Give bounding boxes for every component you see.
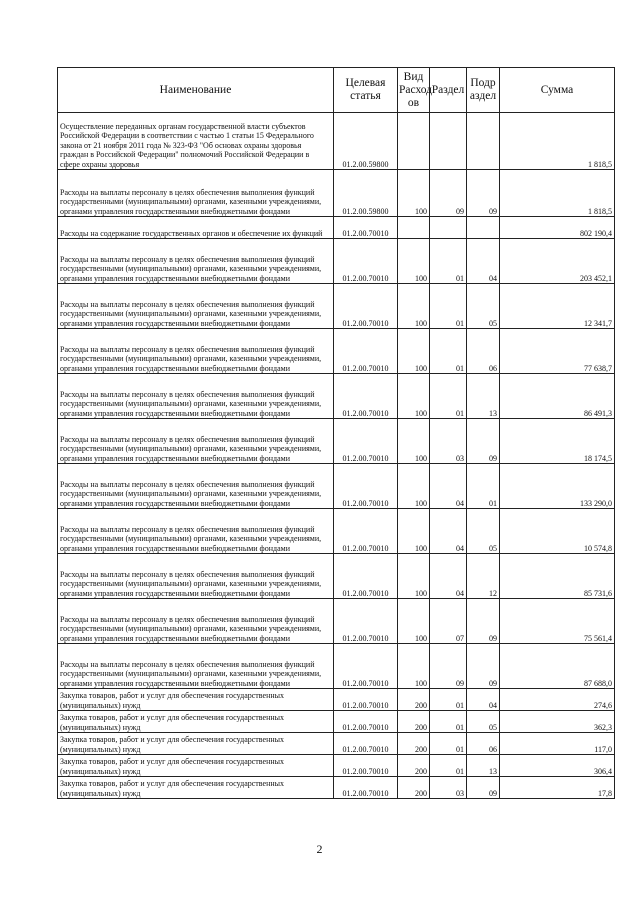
cell-subsection: 12 xyxy=(467,554,500,599)
cell-amount: 1 818,5 xyxy=(500,170,615,217)
cell-name: Расходы на выплаты персоналу в целях обеспечения выполнения функций государственными (муниципальными) органами, казенными учреждениями, органами управления государственными внебюджетными фондами xyxy=(58,329,334,374)
cell-target: 01.2.00.70010 xyxy=(334,509,398,554)
cell-subsection xyxy=(467,217,500,239)
cell-name: Расходы на выплаты персоналу в целях обеспечения выполнения функций государственными (муниципальными) органами, казенными учреждениями, органами управления государственными внебюджетными фондами xyxy=(58,599,334,644)
cell-target: 01.2.00.70010 xyxy=(334,755,398,777)
table-row xyxy=(58,689,615,711)
cell-name: Расходы на выплаты персоналу в целях обеспечения выполнения функций государственными (муниципальными) органами, казенными учреждениями, органами управления государственными внебюджетными фондами xyxy=(58,464,334,509)
cell-name: Расходы на выплаты персоналу в целях обеспечения выполнения функций государственными (муниципальными) органами, казенными учреждениями, органами управления государственными внебюджетными фондами xyxy=(58,509,334,554)
header-type: Вид Расход ов xyxy=(398,68,430,113)
cell-section: 09 xyxy=(430,644,467,689)
cell-name: Расходы на выплаты персоналу в целях обеспечения выполнения функций государственными (муниципальными) органами, казенными учреждениями, органами управления государственными внебюджетными фондами xyxy=(58,554,334,599)
cell-amount: 306,4 xyxy=(500,755,615,777)
cell-type xyxy=(398,113,430,170)
cell-subsection: 04 xyxy=(467,239,500,284)
cell-subsection: 05 xyxy=(467,284,500,329)
cell-name: Расходы на выплаты персоналу в целях обеспечения выполнения функций государственными (муниципальными) органами, казенными учреждениями, органами управления государственными внебюджетными фондами xyxy=(58,284,334,329)
table-row xyxy=(58,217,615,239)
cell-target: 01.2.00.59800 xyxy=(334,113,398,170)
cell-target: 01.2.00.70010 xyxy=(334,689,398,711)
cell-type: 200 xyxy=(398,777,430,799)
cell-name: Расходы на выплаты персоналу в целях обеспечения выполнения функций государственными (муниципальными) органами, казенными учреждениями, органами управления государственными внебюджетными фондами xyxy=(58,374,334,419)
cell-name: Закупка товаров, работ и услуг для обеспечения государственных (муниципальных) нужд xyxy=(58,777,334,799)
header-subsection: Подр аздел xyxy=(467,68,500,113)
cell-target: 01.2.00.70010 xyxy=(334,239,398,284)
table-row xyxy=(58,777,615,799)
cell-subsection: 09 xyxy=(467,419,500,464)
cell-amount: 117,0 xyxy=(500,733,615,755)
cell-amount: 77 638,7 xyxy=(500,329,615,374)
cell-subsection: 09 xyxy=(467,170,500,217)
cell-amount: 86 491,3 xyxy=(500,374,615,419)
header-section: Раздел xyxy=(430,68,467,113)
cell-name: Закупка товаров, работ и услуг для обеспечения государственных (муниципальных) нужд xyxy=(58,733,334,755)
cell-type: 100 xyxy=(398,329,430,374)
cell-target: 01.2.00.70010 xyxy=(334,777,398,799)
cell-section: 04 xyxy=(430,464,467,509)
cell-target: 01.2.00.70010 xyxy=(334,419,398,464)
cell-section: 01 xyxy=(430,329,467,374)
table-row xyxy=(58,329,615,374)
cell-target: 01.2.00.70010 xyxy=(334,733,398,755)
cell-type: 200 xyxy=(398,733,430,755)
table-row xyxy=(58,284,615,329)
cell-target: 01.2.00.70010 xyxy=(334,599,398,644)
cell-type: 100 xyxy=(398,464,430,509)
cell-section xyxy=(430,217,467,239)
cell-amount: 12 341,7 xyxy=(500,284,615,329)
cell-subsection: 05 xyxy=(467,509,500,554)
cell-type: 200 xyxy=(398,689,430,711)
cell-type: 100 xyxy=(398,509,430,554)
cell-amount: 85 731,6 xyxy=(500,554,615,599)
cell-type: 200 xyxy=(398,755,430,777)
table-body xyxy=(58,113,615,799)
table-row xyxy=(58,113,615,170)
cell-target: 01.2.00.70010 xyxy=(334,554,398,599)
header-name: Наименование xyxy=(58,68,334,113)
cell-section: 01 xyxy=(430,374,467,419)
cell-name: Расходы на выплаты персоналу в целях обеспечения выполнения функций государственными (муниципальными) органами, казенными учреждениями, органами управления государственными внебюджетными фондами xyxy=(58,170,334,217)
cell-section: 01 xyxy=(430,711,467,733)
cell-type: 100 xyxy=(398,284,430,329)
cell-subsection: 01 xyxy=(467,464,500,509)
cell-target: 01.2.00.70010 xyxy=(334,644,398,689)
cell-subsection xyxy=(467,113,500,170)
cell-name: Расходы на выплаты персоналу в целях обеспечения выполнения функций государственными (муниципальными) органами, казенными учреждениями, органами управления государственными внебюджетными фондами xyxy=(58,419,334,464)
cell-amount: 87 688,0 xyxy=(500,644,615,689)
cell-target: 01.2.00.70010 xyxy=(334,464,398,509)
cell-section: 01 xyxy=(430,689,467,711)
table-header-row xyxy=(58,68,615,113)
cell-target: 01.2.00.70010 xyxy=(334,217,398,239)
header-amount: Сумма xyxy=(500,68,615,113)
table-row xyxy=(58,464,615,509)
table-row xyxy=(58,419,615,464)
budget-table xyxy=(57,67,615,799)
header-target: Целевая статья xyxy=(334,68,398,113)
cell-section: 01 xyxy=(430,284,467,329)
cell-target: 01.2.00.70010 xyxy=(334,329,398,374)
table-row xyxy=(58,599,615,644)
cell-section xyxy=(430,113,467,170)
cell-name: Расходы на выплаты персоналу в целях обеспечения выполнения функций государственными (муниципальными) органами, казенными учреждениями, органами управления государственными внебюджетными фондами xyxy=(58,239,334,284)
cell-subsection: 09 xyxy=(467,644,500,689)
cell-subsection: 13 xyxy=(467,374,500,419)
table-row xyxy=(58,755,615,777)
cell-name: Закупка товаров, работ и услуг для обеспечения государственных (муниципальных) нужд xyxy=(58,755,334,777)
table-row xyxy=(58,554,615,599)
cell-section: 09 xyxy=(430,170,467,217)
cell-section: 01 xyxy=(430,733,467,755)
cell-amount: 203 452,1 xyxy=(500,239,615,284)
cell-amount: 75 561,4 xyxy=(500,599,615,644)
table-row xyxy=(58,170,615,217)
cell-amount: 362,3 xyxy=(500,711,615,733)
cell-name: Расходы на выплаты персоналу в целях обеспечения выполнения функций государственными (муниципальными) органами, казенными учреждениями, органами управления государственными внебюджетными фондами xyxy=(58,644,334,689)
cell-type: 100 xyxy=(398,170,430,217)
cell-type: 100 xyxy=(398,644,430,689)
cell-amount: 17,8 xyxy=(500,777,615,799)
cell-type: 100 xyxy=(398,599,430,644)
cell-section: 03 xyxy=(430,419,467,464)
cell-amount: 18 174,5 xyxy=(500,419,615,464)
table-row xyxy=(58,239,615,284)
cell-type: 100 xyxy=(398,239,430,284)
table-row xyxy=(58,644,615,689)
cell-section: 03 xyxy=(430,777,467,799)
cell-section: 01 xyxy=(430,755,467,777)
cell-subsection: 06 xyxy=(467,733,500,755)
cell-subsection: 06 xyxy=(467,329,500,374)
cell-type: 100 xyxy=(398,554,430,599)
cell-section: 04 xyxy=(430,554,467,599)
budget-table-container xyxy=(57,67,614,799)
cell-name: Осуществление переданных органам государственной власти субъектов Российской Федерации в соответствии с частью 1 статьи 15 Федерального закона от 21 ноября 2011 года № 323-ФЗ "Об основах охраны здоровья граждан в Российской Федерации" полномочий Российской Федерации в сфере охраны здоровья xyxy=(58,113,334,170)
cell-section: 07 xyxy=(430,599,467,644)
cell-amount: 1 818,5 xyxy=(500,113,615,170)
table-row xyxy=(58,509,615,554)
cell-amount: 10 574,8 xyxy=(500,509,615,554)
cell-amount: 802 190,4 xyxy=(500,217,615,239)
cell-target: 01.2.00.70010 xyxy=(334,284,398,329)
cell-amount: 274,6 xyxy=(500,689,615,711)
cell-type xyxy=(398,217,430,239)
cell-subsection: 05 xyxy=(467,711,500,733)
cell-amount: 133 290,0 xyxy=(500,464,615,509)
cell-type: 100 xyxy=(398,374,430,419)
cell-target: 01.2.00.70010 xyxy=(334,374,398,419)
table-row xyxy=(58,711,615,733)
cell-target: 01.2.00.70010 xyxy=(334,711,398,733)
page-number: 2 xyxy=(316,842,323,856)
cell-name: Расходы на содержание государственных органов и обеспечение их функций xyxy=(58,217,334,239)
cell-target: 01.2.00.59800 xyxy=(334,170,398,217)
cell-section: 01 xyxy=(430,239,467,284)
table-row xyxy=(58,733,615,755)
cell-subsection: 09 xyxy=(467,599,500,644)
cell-type: 100 xyxy=(398,419,430,464)
cell-type: 200 xyxy=(398,711,430,733)
cell-subsection: 09 xyxy=(467,777,500,799)
cell-subsection: 04 xyxy=(467,689,500,711)
cell-name: Закупка товаров, работ и услуг для обеспечения государственных (муниципальных) нужд xyxy=(58,711,334,733)
cell-name: Закупка товаров, работ и услуг для обеспечения государственных (муниципальных) нужд xyxy=(58,689,334,711)
cell-section: 04 xyxy=(430,509,467,554)
cell-subsection: 13 xyxy=(467,755,500,777)
table-row xyxy=(58,374,615,419)
